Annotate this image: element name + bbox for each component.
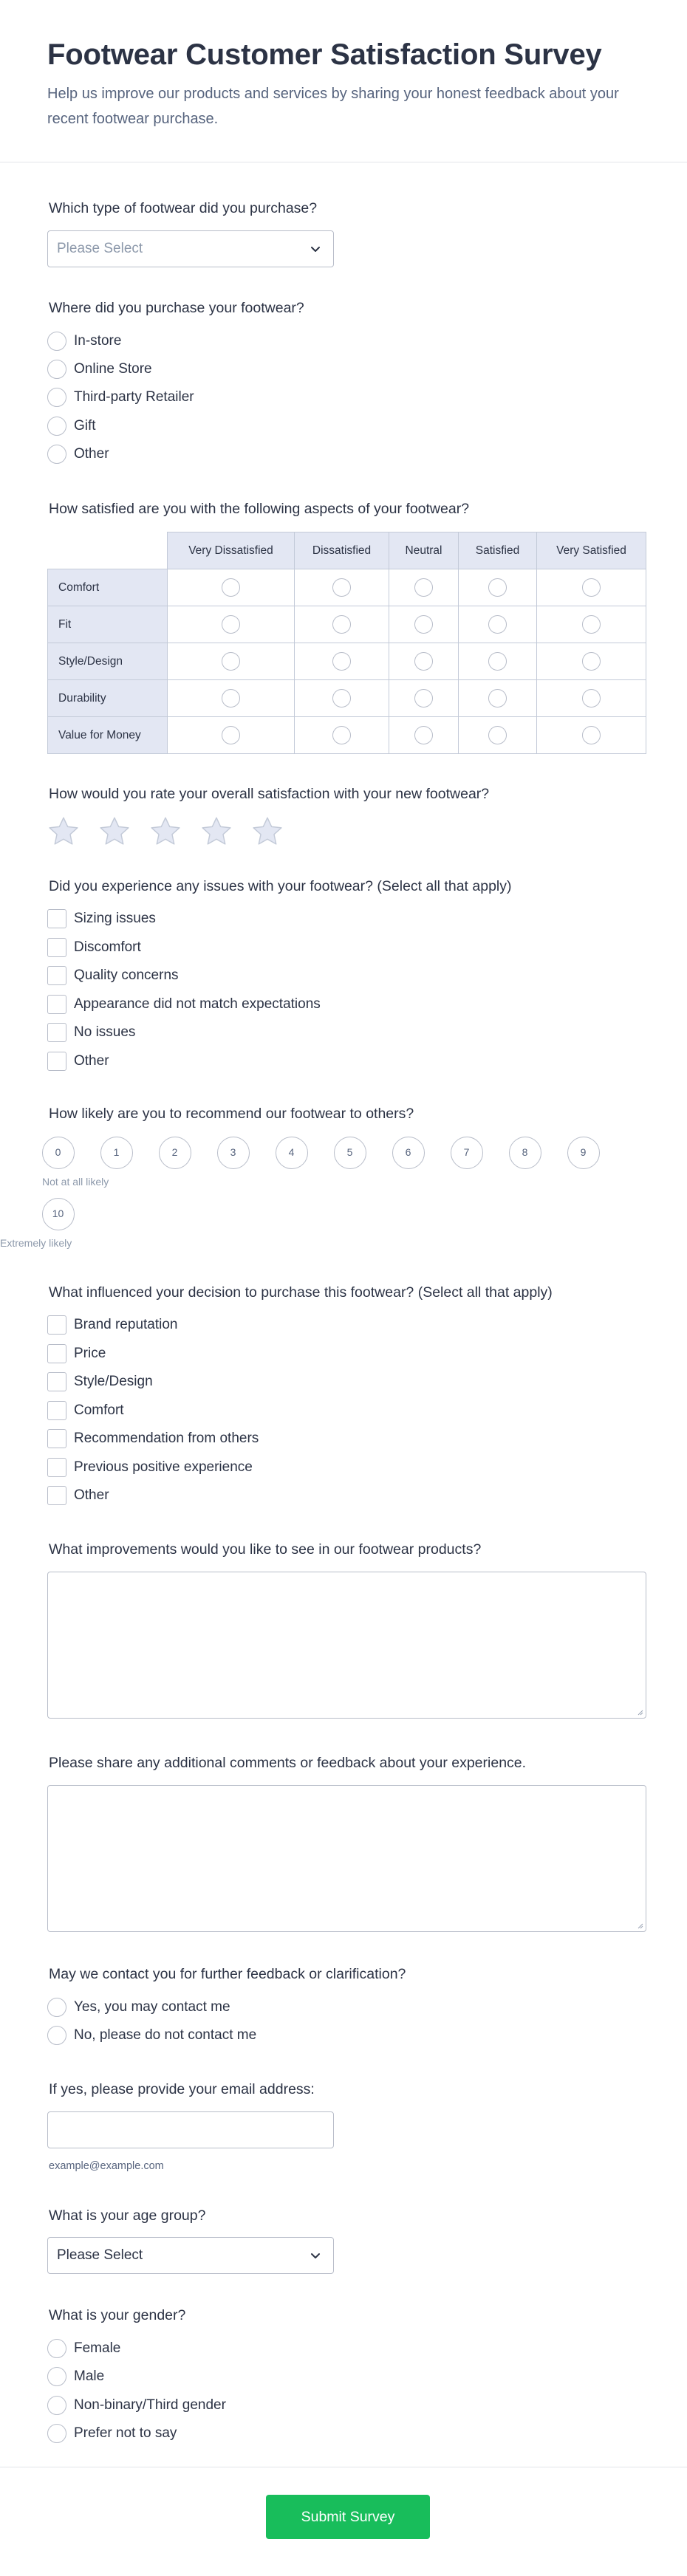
submit-button[interactable]: Submit Survey (266, 2495, 430, 2539)
matrix-corner (48, 532, 168, 569)
matrix-radio[interactable] (414, 652, 433, 671)
matrix-radio[interactable] (222, 726, 240, 744)
scale-option-10[interactable] (42, 1198, 75, 1230)
radio-option-label: Prefer not to say (74, 2425, 177, 2441)
scale-value: 2 (171, 1146, 178, 1158)
improvements-textarea[interactable] (47, 1572, 646, 1719)
question-issues-label: Did you experience any issues with your footwear? (Select all that apply) (49, 878, 512, 894)
scale-option-1[interactable] (100, 1137, 133, 1169)
radio-button[interactable] (47, 332, 66, 351)
radio-option-label: Non-binary/Third gender (74, 2397, 226, 2413)
checkbox[interactable] (47, 1401, 66, 1420)
checkbox-option-label: Price (74, 1346, 106, 1361)
star-icon[interactable] (251, 815, 284, 848)
scale-value: 10 (52, 1208, 64, 1219)
radio-button[interactable] (47, 2396, 66, 2415)
question-purchase-location-label: Where did you purchase your footwear? (49, 300, 304, 316)
scale-option-5[interactable] (334, 1137, 366, 1169)
matrix-column-header: Very Satisfied (537, 532, 646, 569)
age-group-dropdown-value: Please Select (57, 2247, 143, 2263)
scale-value: 4 (288, 1146, 295, 1158)
resize-grip-icon[interactable] (636, 1708, 643, 1716)
satisfaction-matrix (47, 532, 646, 754)
matrix-radio[interactable] (222, 615, 240, 634)
checkbox-option-label: Recommendation from others (74, 1431, 259, 1446)
chevron-down-icon (307, 240, 324, 258)
scale-value: 3 (230, 1146, 236, 1158)
matrix-row-durability (48, 680, 646, 717)
matrix-row-comfort (48, 569, 646, 606)
star-icon[interactable] (98, 815, 131, 848)
radio-option-label: In-store (74, 333, 122, 349)
matrix-row-label: Comfort (48, 569, 168, 606)
matrix-radio[interactable] (488, 615, 507, 634)
matrix-row-fit (48, 606, 646, 643)
radio-button[interactable] (47, 2424, 66, 2443)
question-satisfaction-matrix-label: How satisfied are you with the following aspects of your footwear? (49, 501, 470, 517)
checkbox[interactable] (47, 1429, 66, 1448)
scale-value: 8 (522, 1146, 528, 1158)
matrix-radio[interactable] (332, 615, 351, 634)
form-description: Help us improve our products and services by sharing your honest feedback about your recent footwear purchase. (47, 86, 619, 127)
matrix-radio[interactable] (332, 689, 351, 708)
radio-option-label: Female (74, 2340, 121, 2356)
comments-textarea[interactable] (47, 1785, 646, 1932)
star-icon[interactable] (200, 815, 233, 848)
matrix-radio[interactable] (582, 652, 601, 671)
scale-value: 0 (55, 1146, 61, 1158)
matrix-row-value-for-money (48, 717, 646, 754)
matrix-radio[interactable] (222, 652, 240, 671)
matrix-radio[interactable] (414, 615, 433, 634)
checkbox-option-label: Brand reputation (74, 1317, 178, 1332)
resize-grip-icon[interactable] (636, 1922, 643, 1929)
matrix-radio[interactable] (488, 578, 507, 597)
form-header (0, 0, 687, 162)
matrix-radio[interactable] (414, 689, 433, 708)
matrix-radio[interactable] (414, 726, 433, 744)
question-footwear-type-label: Which type of footwear did you purchase? (49, 200, 318, 216)
matrix-column-header: Very Dissatisfied (168, 532, 295, 569)
question-influence-label: What influenced your decision to purchase this footwear? (Select all that apply) (49, 1284, 553, 1301)
matrix-radio[interactable] (332, 726, 351, 744)
radio-option-label: Online Store (74, 361, 152, 377)
matrix-radio[interactable] (582, 726, 601, 744)
checkbox[interactable] (47, 1344, 66, 1363)
checkbox-option-label: No issues (74, 1024, 136, 1040)
radio-button[interactable] (47, 2339, 66, 2358)
scale-high-label: Extremely likely (0, 1237, 72, 1249)
scale-option-7[interactable] (451, 1137, 483, 1169)
checkbox[interactable] (47, 1372, 66, 1391)
matrix-row-label: Style/Design (48, 643, 168, 680)
radio-option-label: Yes, you may contact me (74, 1999, 230, 2015)
email-sublabel: example@example.com (49, 2160, 164, 2172)
radio-button[interactable] (47, 445, 66, 464)
matrix-radio[interactable] (488, 726, 507, 744)
question-gender-label: What is your gender? (49, 2307, 186, 2323)
checkbox-option-label: Other (74, 1053, 109, 1069)
radio-button[interactable] (47, 2026, 66, 2045)
radio-button[interactable] (47, 360, 66, 379)
checkbox[interactable] (47, 1458, 66, 1477)
scale-option-9[interactable] (567, 1137, 600, 1169)
question-comments-label: Please share any additional comments or feedback about your experience. (49, 1755, 527, 1771)
checkbox-option-label: Previous positive experience (74, 1459, 253, 1475)
scale-option-8[interactable] (509, 1137, 541, 1169)
checkbox-option-label: Quality concerns (74, 967, 179, 983)
checkbox[interactable] (47, 966, 66, 985)
radio-option-label: No, please do not contact me (74, 2027, 257, 2043)
question-recommend-label: How likely are you to recommend our footwear to others? (49, 1106, 414, 1122)
matrix-radio[interactable] (222, 689, 240, 708)
scale-option-3[interactable] (217, 1137, 250, 1169)
question-age-label: What is your age group? (49, 2207, 206, 2224)
checkbox-option-label: Discomfort (74, 939, 141, 955)
question-improvements-label: What improvements would you like to see in our footwear products? (49, 1541, 482, 1558)
question-contact-label: May we contact you for further feedback or clarification? (49, 1966, 406, 1982)
matrix-radio[interactable] (332, 578, 351, 597)
form-title: Footwear Customer Satisfaction Survey (47, 38, 602, 71)
matrix-row-style-design (48, 643, 646, 680)
checkbox-option-label: Sizing issues (74, 911, 156, 926)
checkbox[interactable] (47, 1315, 66, 1335)
checkbox[interactable] (47, 1486, 66, 1505)
matrix-radio[interactable] (222, 578, 240, 597)
email-field[interactable] (47, 2111, 334, 2148)
radio-button[interactable] (47, 2367, 66, 2386)
star-icon[interactable] (149, 815, 182, 848)
radio-option-label: Gift (74, 418, 96, 434)
scale-option-0[interactable] (42, 1137, 75, 1169)
scale-value: 7 (463, 1146, 470, 1158)
radio-option-label: Third-party Retailer (74, 389, 194, 405)
scale-option-6[interactable] (392, 1137, 425, 1169)
scale-option-4[interactable] (276, 1137, 308, 1169)
scale-value: 5 (346, 1146, 353, 1158)
star-icon[interactable] (47, 815, 80, 848)
matrix-radio[interactable] (582, 615, 601, 634)
radio-button[interactable] (47, 417, 66, 436)
scale-value: 1 (113, 1146, 120, 1158)
matrix-column-header: Neutral (389, 532, 459, 569)
radio-option-label: Male (74, 2368, 105, 2384)
scale-value: 6 (405, 1146, 411, 1158)
matrix-radio[interactable] (488, 689, 507, 708)
matrix-row-label: Value for Money (48, 717, 168, 754)
form-footer (0, 2467, 687, 2576)
matrix-column-header: Satisfied (459, 532, 537, 569)
checkbox-option-label: Style/Design (74, 1374, 153, 1389)
matrix-radio[interactable] (582, 578, 601, 597)
checkbox[interactable] (47, 938, 66, 957)
matrix-radio[interactable] (332, 652, 351, 671)
chevron-down-icon (307, 2247, 324, 2264)
footwear-type-dropdown[interactable] (47, 230, 334, 267)
matrix-radio[interactable] (488, 652, 507, 671)
matrix-radio[interactable] (414, 578, 433, 597)
age-group-dropdown[interactable] (47, 2237, 334, 2274)
radio-button[interactable] (47, 388, 66, 407)
matrix-row-label: Fit (48, 606, 168, 643)
question-overall-rating-label: How would you rate your overall satisfaction with your new footwear? (49, 786, 490, 802)
matrix-row-label: Durability (48, 680, 168, 717)
checkbox[interactable] (47, 995, 66, 1014)
radio-button[interactable] (47, 1998, 66, 2017)
matrix-column-header: Dissatisfied (295, 532, 389, 569)
footwear-type-dropdown-value: Please Select (57, 241, 143, 256)
checkbox[interactable] (47, 909, 66, 928)
scale-low-label: Not at all likely (42, 1176, 109, 1188)
scale-option-2[interactable] (159, 1137, 191, 1169)
matrix-radio[interactable] (582, 689, 601, 708)
checkbox[interactable] (47, 1052, 66, 1071)
checkbox-option-label: Appearance did not match expectations (74, 996, 321, 1012)
radio-option-label: Other (74, 446, 109, 462)
checkbox-option-label: Other (74, 1487, 109, 1503)
checkbox[interactable] (47, 1023, 66, 1042)
question-email-label: If yes, please provide your email address: (49, 2081, 315, 2097)
scale-value: 9 (580, 1146, 587, 1158)
checkbox-option-label: Comfort (74, 1402, 124, 1418)
